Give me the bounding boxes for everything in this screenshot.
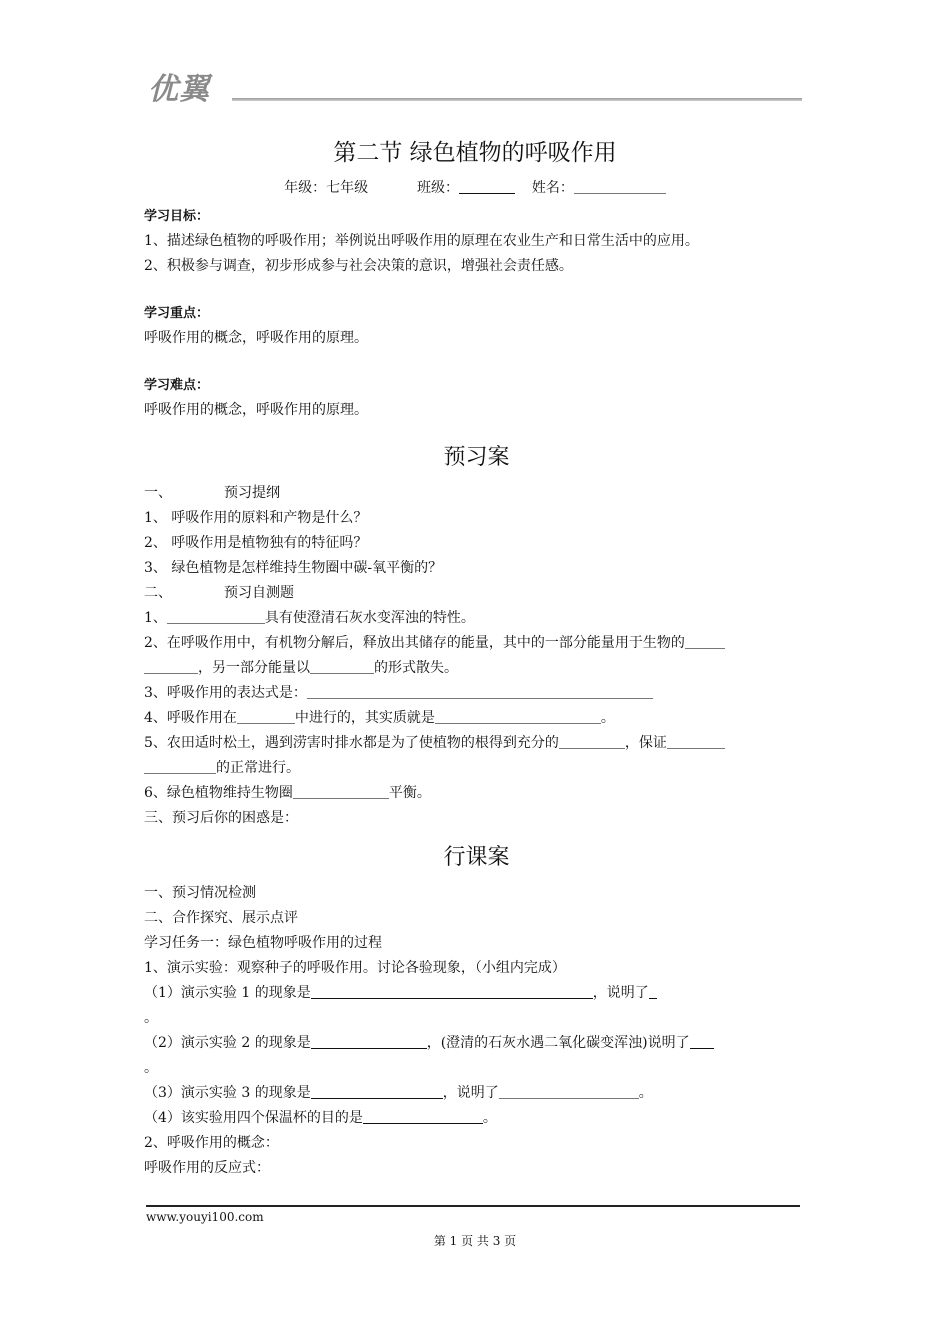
preview-section-heading: 预习案 xyxy=(443,445,510,470)
selftest-q3: 3、呼吸作用的表达式是： xyxy=(144,681,809,706)
difficulties-heading: 学习难点： xyxy=(144,378,210,393)
outline-heading: 一、 预习提纲 xyxy=(144,485,280,501)
grade-label: 年级：七年级 xyxy=(284,180,369,196)
answer-blank[interactable] xyxy=(667,734,725,749)
experiment-3: （3）演示实验 3 的现象是 ，说明了 。 xyxy=(144,1085,653,1101)
lesson-item: 学习任务一：绿色植物呼吸作用的过程 xyxy=(144,935,382,951)
answer-blank[interactable] xyxy=(435,709,601,724)
lesson-item: 二、合作探究、展示点评 xyxy=(144,910,298,926)
name-label: 姓名： xyxy=(531,180,574,196)
footer-rule xyxy=(146,1205,800,1207)
reaction-prompt: 呼吸作用的反应式： xyxy=(144,1160,270,1176)
answer-blank[interactable] xyxy=(685,634,725,649)
page-number: 第 1 页 共 3 页 xyxy=(433,1234,517,1248)
selftest-heading: 二、 预习自测题 xyxy=(144,585,294,601)
selftest-q2-cont: ，另一部分能量以 的形式散失。 xyxy=(144,656,809,681)
answer-blank[interactable] xyxy=(307,684,653,699)
header-rule xyxy=(232,98,802,101)
experiment-2: （2）演示实验 2 的现象是 ，(澄清的石灰水遇二氧化碳变浑浊)说明了 xyxy=(144,1031,809,1056)
answer-blank[interactable] xyxy=(363,1109,483,1124)
outline-item: 2、 呼吸作用是植物独有的特征吗？ xyxy=(144,535,368,551)
selftest-q6: 6、绿色植物维持生物圈 平衡。 xyxy=(144,785,431,801)
answer-blank[interactable] xyxy=(293,784,389,799)
answer-blank[interactable] xyxy=(690,1034,714,1049)
answer-blank[interactable] xyxy=(311,1084,443,1099)
page-title: 第二节 绿色植物的呼吸作用 xyxy=(333,140,617,166)
key-points-heading: 学习重点： xyxy=(144,306,210,321)
answer-blank[interactable] xyxy=(167,609,265,624)
experiment-1: （1）演示实验 1 的现象是 ，说明了 xyxy=(144,981,809,1006)
selftest-q5-cont: 的正常进行。 xyxy=(144,756,809,781)
difficulties-text: 呼吸作用的概念，呼吸作用的原理。 xyxy=(144,402,368,418)
outline-item: 1、 呼吸作用的原料和产物是什么？ xyxy=(144,510,368,526)
answer-blank[interactable] xyxy=(144,759,216,774)
selftest-q5: 5、农田适时松土，遇到涝害时排水都是为了使植物的根得到充分的 ，保证 xyxy=(144,731,809,756)
selftest-q4: 4、呼吸作用在 中进行的，其实质就是 。 xyxy=(144,710,615,726)
document-body xyxy=(144,204,809,1181)
answer-blank[interactable] xyxy=(311,1034,427,1049)
answer-blank[interactable] xyxy=(559,734,625,749)
selftest-q2: 2、在呼吸作用中，有机物分解后，释放出其储存的能量，其中的一部分能量用于生物的 xyxy=(144,631,809,656)
experiment-1-end: 。 xyxy=(144,1010,158,1026)
preview-confusion: 三、预习后你的困惑是： xyxy=(144,810,298,826)
experiment-4: （4）该实验用四个保温杯的目的是 。 xyxy=(144,1110,497,1126)
class-label: 班级： xyxy=(417,180,459,196)
answer-blank[interactable] xyxy=(311,984,593,999)
lesson-item: 1、演示实验：观察种子的呼吸作用。讨论各验现象，（小组内完成） xyxy=(144,960,566,976)
answer-blank[interactable] xyxy=(499,1084,639,1099)
objectives-heading: 学习目标： xyxy=(144,209,210,224)
footer-url[interactable]: www.youyi100.com xyxy=(146,1210,264,1224)
name-blank[interactable] xyxy=(574,179,666,194)
outline-item: 3、 绿色植物是怎样维持生物圈中碳-氧平衡的？ xyxy=(144,560,443,576)
answer-blank[interactable] xyxy=(237,709,295,724)
objective-item: 2、积极参与调查，初步形成参与社会决策的意识，增强社会责任感。 xyxy=(144,258,573,274)
key-points-text: 呼吸作用的概念，呼吸作用的原理。 xyxy=(144,330,368,346)
lesson-item: 一、预习情况检测 xyxy=(144,885,256,901)
student-info xyxy=(0,177,950,197)
answer-blank[interactable] xyxy=(310,659,374,674)
concept-prompt: 2、呼吸作用的概念： xyxy=(144,1135,279,1151)
lesson-section-heading: 行课案 xyxy=(443,845,510,870)
objective-item: 1、描述绿色植物的呼吸作用；举例说出呼吸作用的原理在农业生产和日常生活中的应用。 xyxy=(144,233,699,249)
answer-blank[interactable] xyxy=(144,659,198,674)
selftest-q1: 1、 具有使澄清石灰水变浑浊的特性。 xyxy=(144,610,475,626)
experiment-2-end: 。 xyxy=(144,1060,158,1076)
class-blank[interactable] xyxy=(459,179,515,194)
logo: 优翼 xyxy=(148,72,210,107)
answer-blank[interactable] xyxy=(649,984,657,999)
